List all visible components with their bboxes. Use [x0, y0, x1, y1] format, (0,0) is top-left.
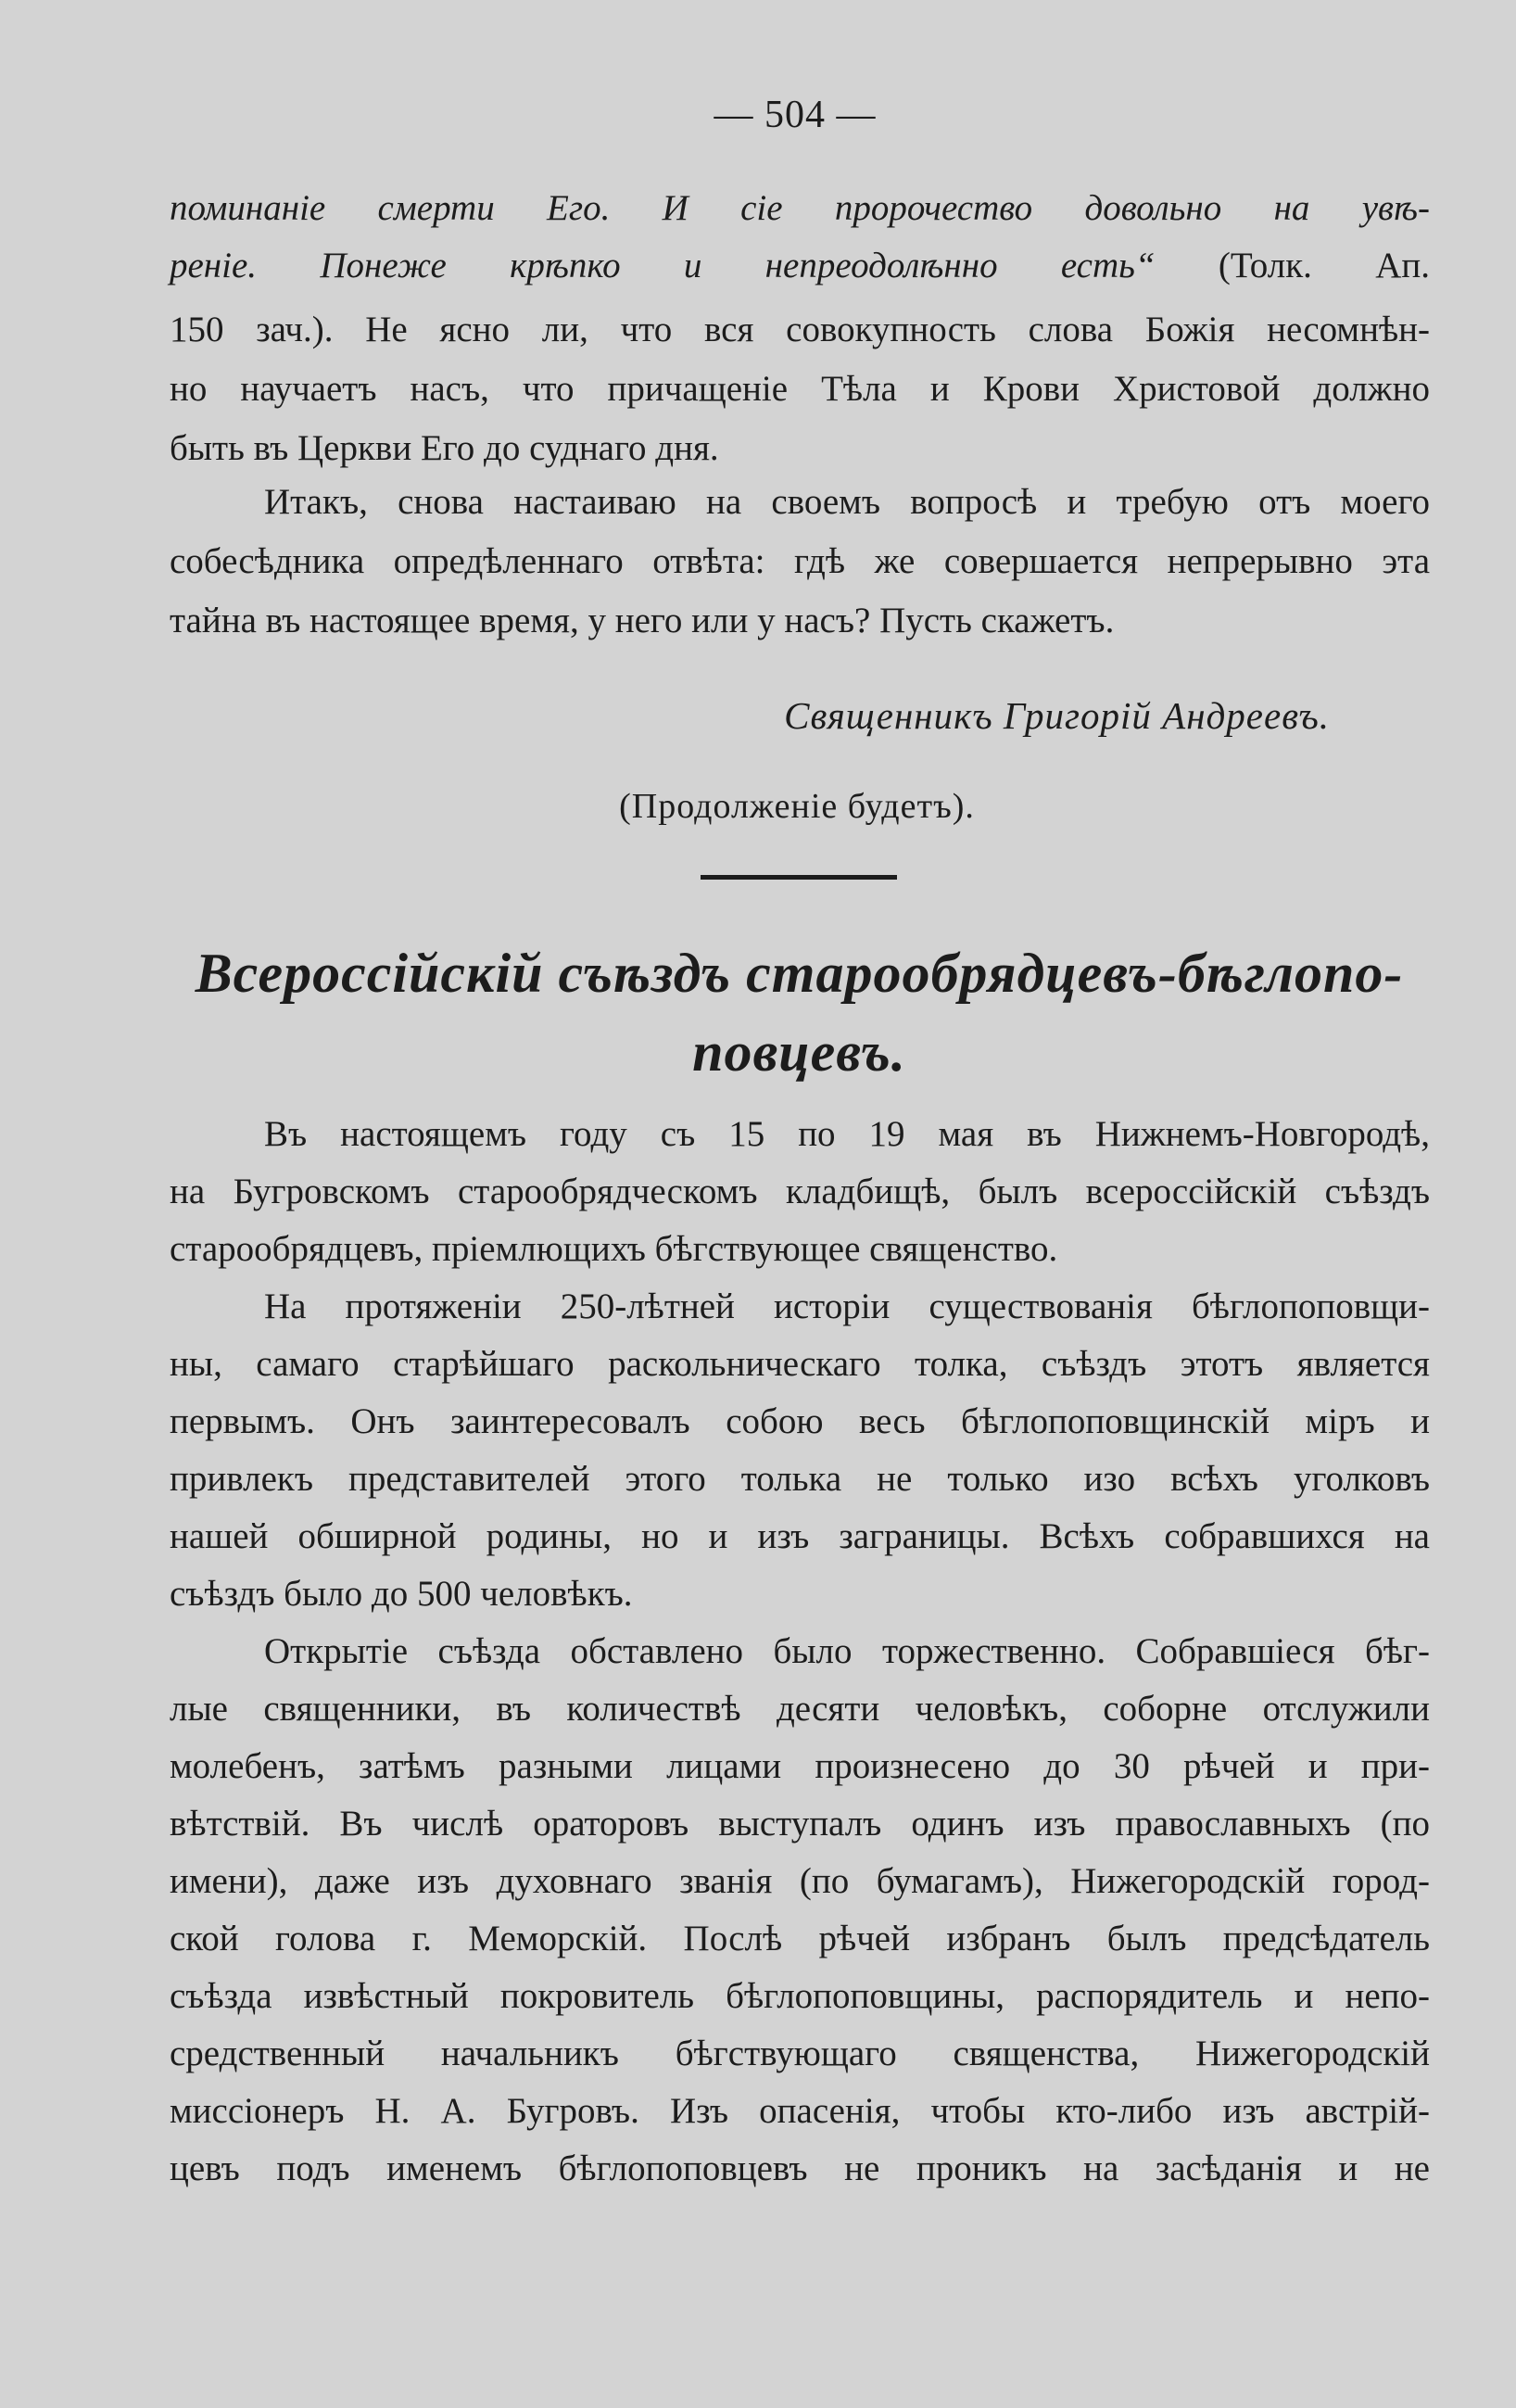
text-line: средственный начальникъ бѣгствующаго священства, Нижегородскій: [170, 2034, 1430, 2073]
text-line: Въ настоящемъ году съ 15 по 19 мая въ Нижнемъ-Новгородѣ,: [264, 1114, 1430, 1154]
text-line: 150 зач.). Не ясно ли, что вся совокупность слова Божія несомнѣн-: [170, 310, 1430, 349]
text-line: поминаніе смерти Его. И сіе пророчество довольно на увѣ-: [170, 188, 1430, 228]
text-line: съѣздъ было до 500 человѣкъ.: [170, 1574, 633, 1614]
text-line: лые священники, въ количествѣ десяти человѣкъ, соборне отслужили: [170, 1689, 1430, 1729]
text-line: имени), даже изъ духовнаго званія (по бумагамъ), Нижегородскій город-: [170, 1861, 1430, 1901]
text-line: На протяженіи 250-лѣтней исторіи существованія бѣглопоповщи-: [264, 1286, 1430, 1326]
section-divider: [701, 875, 897, 880]
citation: (Толк. Ап.: [1155, 246, 1430, 285]
text-line: вѣтствій. Въ числѣ ораторовъ выступалъ одинъ изъ православныхъ (по: [170, 1804, 1430, 1844]
text-line: [170, 238, 1430, 294]
page-number: — 504 —: [714, 94, 877, 136]
text-line: молебенъ, затѣмъ разными лицами произнесено до 30 рѣчей и при-: [170, 1746, 1430, 1786]
text-line: быть въ Церкви Его до суднаго дня.: [170, 428, 719, 468]
section-title: Всероссійскій съѣздъ старообрядцевъ-бѣглопо-: [195, 943, 1404, 1004]
author-signature: Священникъ Григорій Андреевъ.: [784, 694, 1330, 737]
text-line: Открытіе съѣзда обставлено было торжественно. Собравшіеся бѣг-: [264, 1631, 1430, 1671]
quote-end: реніе. Понеже крѣпко и непреодолѣнно есть“: [170, 246, 1156, 285]
text-line: съѣзда извѣстный покровитель бѣглопоповщины, распорядитель и непо-: [170, 1976, 1430, 2016]
text-line: собесѣдника опредѣленнаго отвѣта: гдѣ же совершается непрерывно эта: [170, 541, 1430, 581]
section-title-continued: повцевъ.: [692, 1021, 906, 1083]
text-line: миссіонеръ Н. А. Бугровъ. Изъ опасенія, чтобы кто-либо изъ австрій-: [170, 2091, 1430, 2131]
text-line: но научаетъ насъ, что причащеніе Тѣла и Крови Христовой должно: [170, 369, 1430, 409]
text-line: на Бугровскомъ старообрядческомъ кладбищѣ, былъ всероссійскій съѣздъ: [170, 1172, 1430, 1211]
text-line: привлекъ представителей этого толька не только изо всѣхъ уголковъ: [170, 1459, 1430, 1499]
to-be-continued: (Продолженіе будетъ).: [619, 787, 975, 826]
text-line: тайна въ настоящее время, у него или у насъ? Пусть скажетъ.: [170, 601, 1115, 640]
text-line: первымъ. Онъ заинтересовалъ собою весь бѣглопоповщинскій міръ и: [170, 1401, 1430, 1441]
text-line: Итакъ, снова настаиваю на своемъ вопросѣ и требую отъ моего: [264, 482, 1430, 522]
text-line: ны, самаго старѣйшаго раскольническаго толка, съѣздъ этотъ является: [170, 1344, 1430, 1384]
text-line: ской голова г. Меморскій. Послѣ рѣчей избранъ былъ предсѣдатель: [170, 1919, 1430, 1958]
text-line: старообрядцевъ, пріемлющихъ бѣгствующее священство.: [170, 1229, 1058, 1269]
text-line: нашей обширной родины, но и изъ заграницы. Всѣхъ собравшихся на: [170, 1516, 1430, 1556]
text-line: цевъ подъ именемъ бѣглопоповцевъ не проникъ на засѣданія и не: [170, 2148, 1430, 2188]
